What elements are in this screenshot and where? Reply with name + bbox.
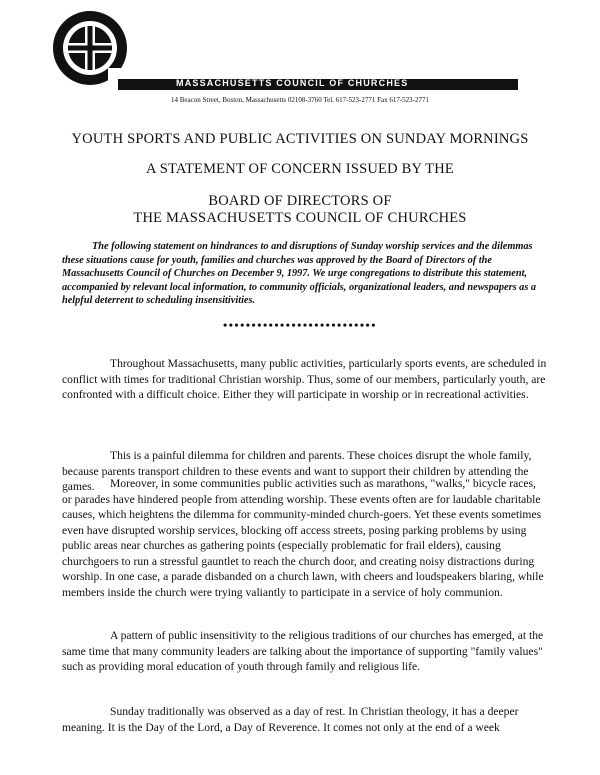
issuer-heading bbox=[0, 193, 600, 227]
council-logo-icon bbox=[50, 8, 130, 88]
body-paragraph: Throughout Massachusetts, many public activities, particularly sports events, are scheduled in conflict with times for traditional Christian worship. Thus, some of our members, particularly youth, are confronted with a difficult choice. Either they will participate in worship or in recreational activities. bbox=[62, 357, 547, 401]
separator-dots: ••••••••••••••••••••••••••• bbox=[223, 318, 377, 332]
organization-address: 14 Beacon Street, Boston, Massachusetts 02108-3760 Tel. 617-523-2771 Fax 617-523-2771 bbox=[171, 96, 429, 104]
document-title: YOUTH SPORTS AND PUBLIC ACTIVITIES ON SUNDAY MORNINGS bbox=[71, 131, 529, 147]
issuer-line-2: THE MASSACHUSETTS COUNCIL OF CHURCHES bbox=[133, 210, 467, 226]
intro-statement: The following statement on hindrances to and disruptions of Sunday worship services and the dilemmas these situations cause for youth, families and churches was approved by the Board of Directors of the Massachusetts Council of Churches on December 9, 1997. We urge congregations to distribute this statement, accompanied by relevant local information, to community officials, organizational leaders, and newspapers as a helpful deterrent to scheduling insensitivities. bbox=[62, 241, 537, 307]
document-subtitle: A STATEMENT OF CONCERN ISSUED BY THE bbox=[146, 161, 454, 177]
body-paragraph: Sunday traditionally was observed as a day of rest. In Christian theology, it has a deeper meaning. It is the Day of the Lord, a Day of Reverence. It comes not only at the end of a week bbox=[62, 705, 519, 734]
organization-name: MASSACHUSETTS COUNCIL OF CHURCHES bbox=[176, 78, 409, 88]
body-paragraph: This is a painful dilemma for children and parents. These choices disrupt the whole family, because parents transport children to these events and want to support their children by attending the games. bbox=[62, 449, 532, 493]
issuer-line-1: BOARD OF DIRECTORS OF bbox=[208, 193, 392, 209]
body-paragraph: Moreover, in some communities public activities such as marathons, "walks," bicycle races, or parades have hindered people from attending worship. These events often are for laudable charitable causes, which heightens the dilemma for community-minded church-goers. Yet these events sometimes even have disrupted worship services, blocking off access streets, posing parking problems by using public areas near churches as gathering points (especially problematic for frail elders), causing churchgoers to run a stressful gauntlet to reach the church door, and creating noisy distractions during worship. In one case, a parade disbanded on a church lawn, with cheers and loudspeakers blaring, while members inside the church were trying valiantly to participate in a service of holy communion. bbox=[62, 477, 544, 599]
body-paragraph: A pattern of public insensitivity to the religious traditions of our churches has emerged, at the same time that many community leaders are talking about the importance of supporting "family values" such as providing moral education of youth through family and religious life. bbox=[62, 629, 544, 673]
